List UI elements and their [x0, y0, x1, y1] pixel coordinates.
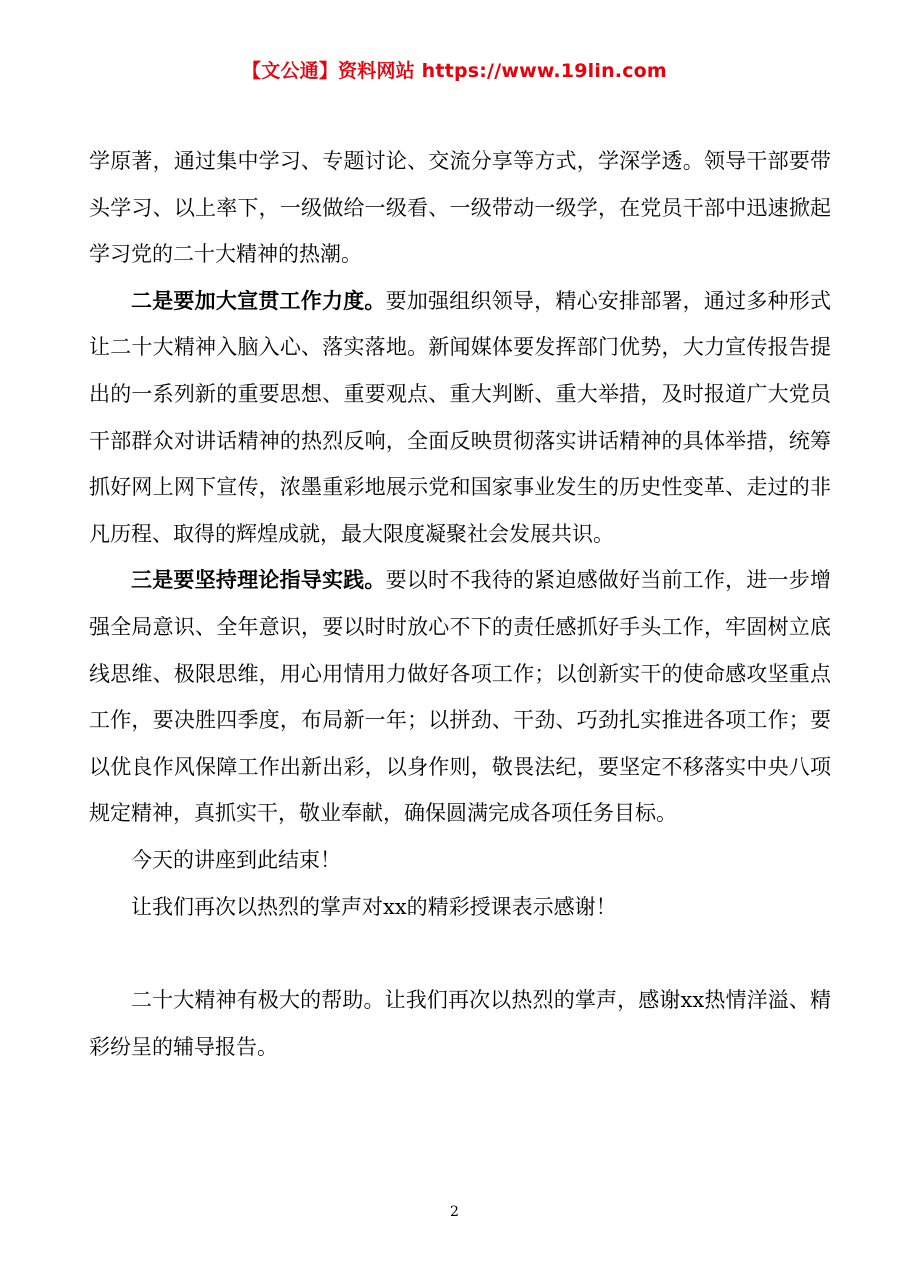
- blank-line: [89, 930, 831, 977]
- paragraph-practice: [89, 557, 831, 837]
- paragraph-text: 学原著，通过集中学习、专题讨论、交流分享等方式，学深学透。领导干部要带头学习、以上率下，一级做给一级看、一级带动一级学，在党员干部中迅速掀起学习党的二十大精神的热潮。: [89, 149, 831, 267]
- paragraph-publicity: [89, 278, 831, 558]
- paragraph-study-original: [89, 138, 831, 278]
- paragraph-text: 今天的讲座到此结束！: [131, 847, 341, 872]
- paragraph-text: 要以时不我待的紧迫感做好当前工作，进一步增强全局意识、全年意识，要以时时放心不下的责任感抓好手头工作，牢固树立底线思维、极限思维，用心用情用力做好各项工作；以创新实干的使命感攻坚重点工作，要决胜四季度，布局新一年；以拼劲、干劲、巧劲扎实推进各项工作；要以优良作风保障工作出新出彩，以身作则，敬畏法纪，要坚定不移落实中央八项规定精神，真抓实干，敬业奉献，确保圆满完成各项任务目标。: [89, 568, 831, 826]
- paragraph-thanks: [89, 884, 831, 931]
- paragraph-text: 让我们再次以热烈的掌声对xx的精彩授课表示感谢！: [131, 894, 617, 919]
- paragraph-closing: [89, 837, 831, 884]
- paragraph-final-thanks: [89, 977, 831, 1070]
- page-number: 2: [450, 1204, 459, 1220]
- paragraph-lead: 三是要坚持理论指导实践。: [131, 568, 386, 593]
- paragraph-text: 二十大精神有极大的帮助。让我们再次以热烈的掌声，感谢xx热情洋溢、精彩纷呈的辅导报告。: [89, 988, 831, 1059]
- document-body: [89, 138, 831, 1070]
- paragraph-text: 要加强组织领导，精心安排部署，通过多种形式让二十大精神入脑入心、落实落地。新闻媒体要发挥部门优势，大力宣传报告提出的一系列新的重要思想、重要观点、重大判断、重大举措，及时报道广大党员干部群众对讲话精神的热烈反响，全面反映贯彻落实讲话精神的具体举措，统筹抓好网上网下宣传，浓墨重彩地展示党和国家事业发生的历史性变革、走过的非凡历程、取得的辉煌成就，最大限度凝聚社会发展共识。: [89, 288, 831, 546]
- site-header-banner: 【文公通】资料网站 https://www.19lin.com: [242, 60, 667, 82]
- paragraph-lead: 二是要加大宣贯工作力度。: [131, 288, 386, 313]
